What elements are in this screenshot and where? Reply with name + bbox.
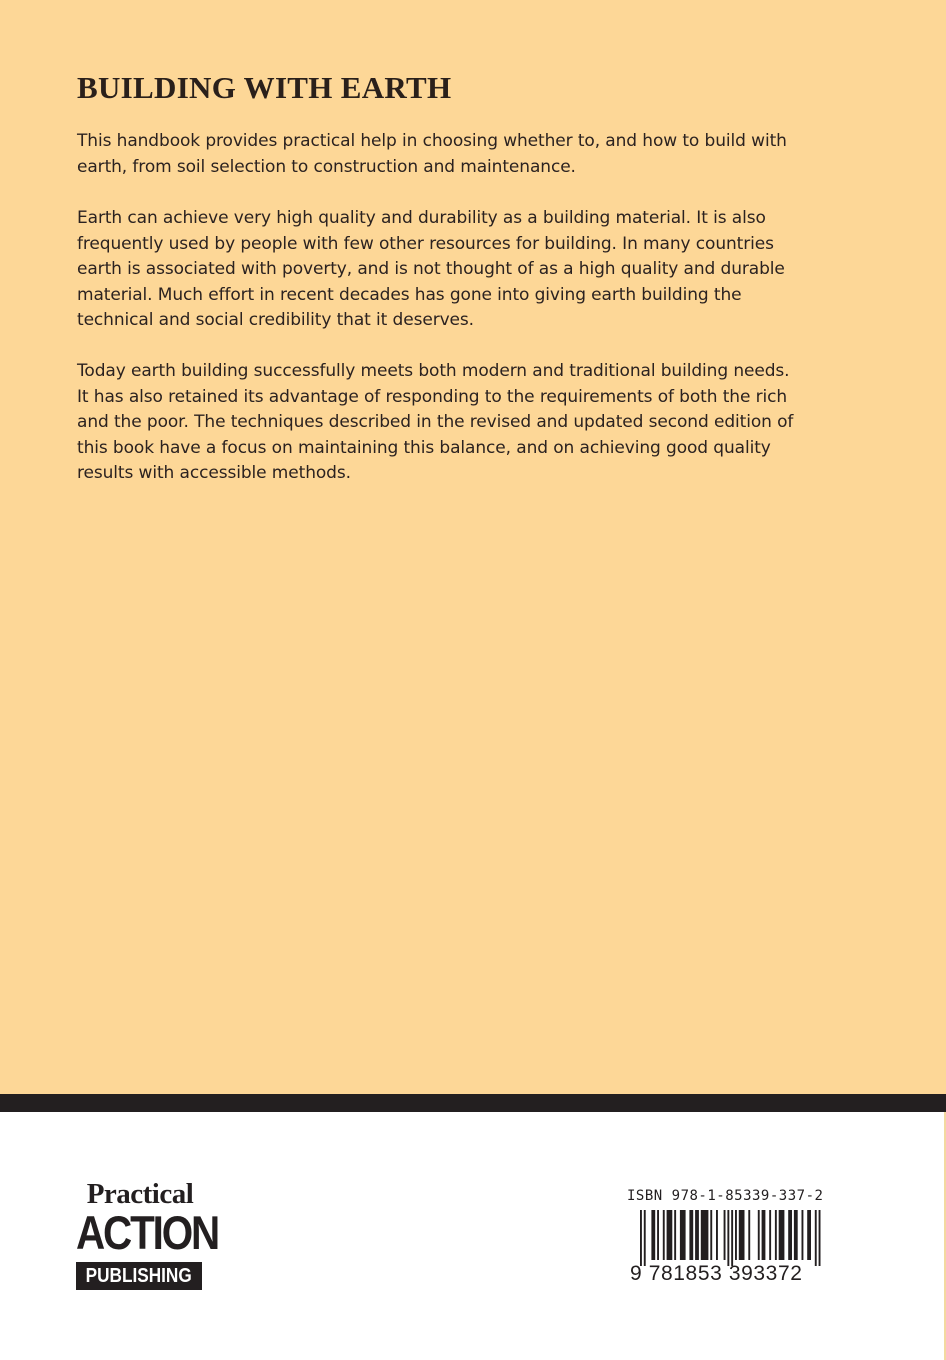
- barcode-digit-group-2: 393372: [728, 1262, 803, 1285]
- barcode-bar: [802, 1210, 804, 1260]
- logo-action-text: ACTION: [76, 1206, 219, 1259]
- logo-practical-text: Practical: [86, 1178, 194, 1210]
- barcode-bar: [689, 1210, 693, 1260]
- logo-publishing-badge: [76, 1262, 202, 1290]
- barcode-bar: [724, 1210, 726, 1260]
- barcode-bar: [657, 1210, 659, 1260]
- barcode-bar: [775, 1210, 777, 1260]
- barcode-digits: [630, 1262, 803, 1286]
- barcode-bar: [710, 1210, 712, 1260]
- barcode-bar: [779, 1210, 785, 1260]
- barcode-bar: [748, 1210, 750, 1260]
- publisher-logo: [76, 1178, 219, 1290]
- divider-band: [0, 1094, 946, 1112]
- barcode-bar: [731, 1210, 733, 1266]
- blurb-paragraph-2: Earth can achieve very high quality and durability as a building material. It is also frequently used by people with few other resources for building. In many countries earth is associated with poverty, and is not thought of as a high quality and durable material. Much effort in recent decades has gone into giving earth building the technical and social credibility that it deserves.: [77, 208, 785, 330]
- barcode-bar: [762, 1210, 766, 1260]
- barcode-bar: [819, 1210, 821, 1266]
- barcode-bar: [651, 1210, 655, 1260]
- logo-publishing-text: PUBLISHING: [85, 1265, 193, 1287]
- barcode-bar: [758, 1210, 760, 1260]
- barcode-lead-digit: 9: [630, 1262, 643, 1285]
- barcode-bar: [701, 1210, 709, 1260]
- barcode-bar: [794, 1210, 798, 1260]
- barcode-bar: [739, 1210, 745, 1260]
- barcode-bar: [695, 1210, 699, 1260]
- barcode-bar: [735, 1210, 737, 1260]
- barcode-bar: [807, 1210, 811, 1260]
- barcode-bar: [663, 1210, 665, 1260]
- barcode-icon: [640, 1210, 824, 1266]
- barcode-digit-group-1: 781853: [648, 1262, 723, 1285]
- barcode-bar: [769, 1210, 771, 1260]
- barcode-bar: [727, 1210, 729, 1266]
- barcode-bar: [644, 1210, 646, 1266]
- isbn-text: ISBN 978-1-85339-337-2: [627, 1188, 824, 1204]
- barcode-bar: [667, 1210, 673, 1260]
- barcode-bar: [815, 1210, 817, 1266]
- book-title: BUILDING WITH EARTH: [77, 70, 452, 105]
- barcode-bar: [680, 1210, 686, 1260]
- barcode-bar: [716, 1210, 718, 1260]
- barcode-bar: [788, 1210, 792, 1260]
- barcode-bar: [640, 1210, 642, 1266]
- barcode-bar: [674, 1210, 676, 1260]
- blurb-paragraph-3: Today earth building successfully meets both modern and traditional building needs. It has also retained its advantage of responding to the requirements of both the rich and the poor. The techniques described in the revised and updated second edition of this book have a focus on maintaining this balance, and on achieving good quality results with accessible methods.: [77, 361, 794, 483]
- blurb-paragraph-1: This handbook provides practical help in choosing whether to, and how to build with earth, from soil selection to construction and maintenance.: [77, 131, 787, 177]
